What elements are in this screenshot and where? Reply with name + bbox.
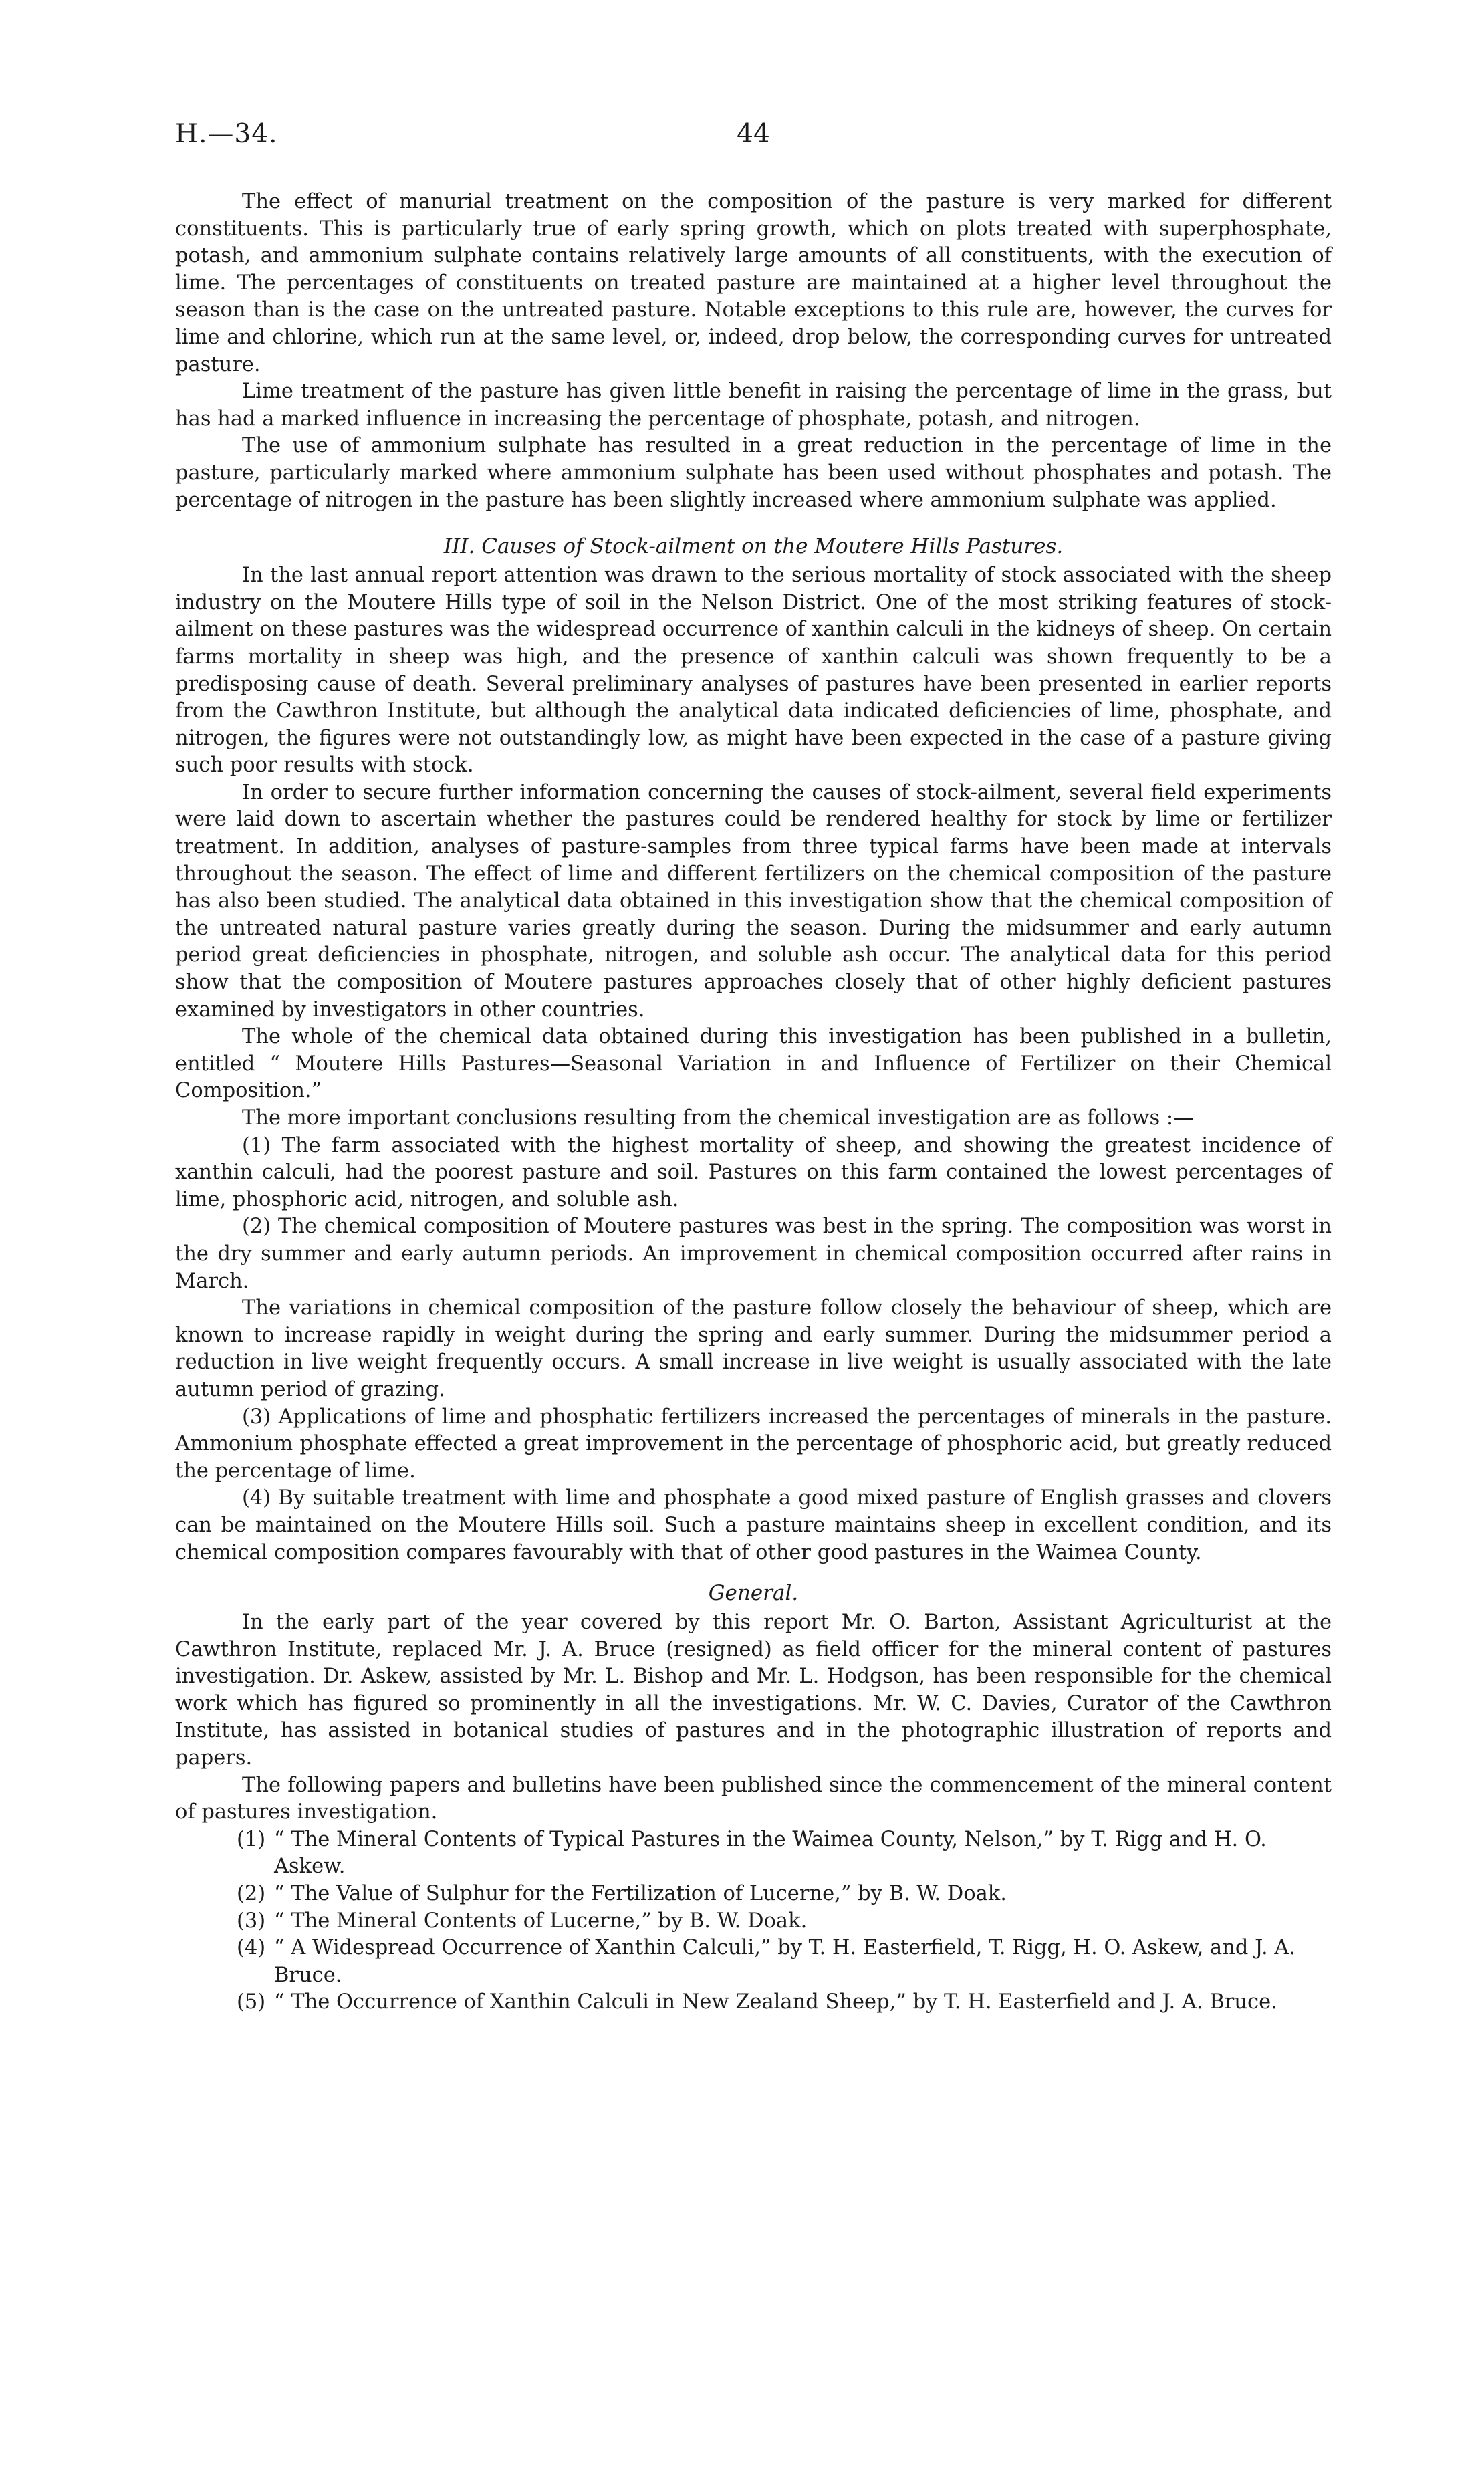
publication-item bbox=[175, 1908, 1332, 1935]
publication-text: “ The Value of Sulphur for the Fertilization of Lucerne,” by B. W. Doak. bbox=[274, 1882, 1007, 1906]
conclusion-item: (4) By suitable treatment with lime and phosphate a good mixed pasture of English grasses and clovers can be maintained on the Moutere Hills soil. Such a pasture maintains sheep in excellent condition, and its chemical composition compares favourably with that of other good pastures in the Waimea County. bbox=[175, 1486, 1332, 1564]
paragraph: Lime treatment of the pasture has given little benefit in raising the percentage of lime in the grass, but has had a marked influence in increasing the percentage of phosphate, potash, and nitrogen. bbox=[175, 380, 1332, 431]
publication-list bbox=[175, 1826, 1332, 2016]
publication-text: “ The Mineral Contents of Lucerne,” by B. W. Doak. bbox=[274, 1909, 808, 1933]
publication-number: (1) bbox=[237, 1827, 266, 1851]
page-body bbox=[175, 189, 1332, 2016]
paragraph: The more important conclusions resulting from the chemical investigation are as follows :— bbox=[242, 1106, 1194, 1130]
publication-number: (3) bbox=[237, 1909, 266, 1933]
publication-number: (2) bbox=[237, 1882, 266, 1906]
conclusion-item: (3) Applications of lime and phosphatic fertilizers increased the percentages of minerals in the pasture. Ammonium phosphate effected a great improvement in the percentage of phosphoric acid, but greatly reduced the percentage of lime. bbox=[175, 1405, 1332, 1483]
paragraph: The use of ammonium sulphate has resulted in a great reduction in the percentage of lime in the pasture, particularly marked where ammonium sulphate has been used without phosphates and potash. The percentage of nitrogen in the pasture has been slightly increased where ammonium sulphate was applied. bbox=[175, 434, 1332, 512]
publication-item bbox=[175, 1989, 1332, 2016]
publication-number: (4) bbox=[237, 1936, 266, 1960]
paragraph: The variations in chemical composition of the pasture follow closely the behaviour of sheep, which are known to increase rapidly in weight during the spring and early summer. During the midsummer period a reduction in live weight frequently occurs. A small increase in live weight is usually associated with the late autumn period of grazing. bbox=[175, 1296, 1332, 1401]
publication-text: “ The Mineral Contents of Typical Pastures in the Waimea County, Nelson,” by T. Rigg and H. O. Askew. bbox=[274, 1827, 1267, 1879]
document-reference: H.—34. bbox=[175, 119, 278, 149]
paragraph: In the early part of the year covered by this report Mr. O. Barton, Assistant Agriculturist at the Cawthron Institute, replaced Mr. J. A. Bruce (resigned) as field officer for the mineral content of pastures investigation. Dr. Askew, assisted by Mr. L. Bishop and Mr. L. Hodgson, has been responsible for the chemical work which has figured so prominently in all the investigations. Mr. W. C. Davies, Curator of the Cawthron Institute, has assisted in botanical studies of pastures and in the photographic illustration of reports and papers. bbox=[175, 1611, 1332, 1770]
paragraph: In order to secure further information concerning the causes of stock-ailment, several field experiments were laid down to ascertain whether the pastures could be rendered healthy for stock by lime or fertilizer treatment. In addition, analyses of pasture-samples from three typical farms have been made at intervals throughout the season. The effect of lime and different fertilizers on the chemical composition of the pasture has also been studied. The analytical data obtained in this investigation show that the chemical composition of the untreated natural pasture varies greatly during the season. During the midsummer and early autumn period great deficiencies in phosphate, nitrogen, and soluble ash occur. The analytical data for this period show that the composition of Moutere pastures approaches closely that of other highly deficient pastures examined by investigators in other countries. bbox=[175, 780, 1332, 1022]
paragraph: The effect of manurial treatment on the composition of the pasture is very marked for different constituents. This is particularly true of early spring growth, which on plots treated with superphosphate, potash, and ammonium sulphate contains relatively large amounts of all constituents, with the execution of lime. The percentages of constituents on treated pasture are maintained at a higher level throughout the season than is the case on the untreated pasture. Notable exceptions to this rule are, however, the curves for lime and chlorine, which run at the same level, or, indeed, drop below, the corresponding curves for untreated pasture. bbox=[175, 190, 1332, 376]
paragraph: The whole of the chemical data obtained during this investigation has been published in a bulletin, entitled “ Moutere Hills Pastures—Seasonal Variation in and Influence of Fertilizer on their Chemical Composition.” bbox=[175, 1025, 1332, 1103]
publication-item bbox=[175, 1881, 1332, 1908]
paragraph: The following papers and bulletins have been published since the commencement of the mineral content of pastures investigation. bbox=[175, 1773, 1332, 1824]
publication-text: “ The Occurrence of Xanthin Calculi in New Zealand Sheep,” by T. H. Easterfield and J. A. Bruce. bbox=[274, 1990, 1277, 2014]
publication-item bbox=[175, 1935, 1332, 1989]
conclusion-item: (1) The farm associated with the highest mortality of sheep, and showing the greatest incidence of xanthin calculi, had the poorest pasture and soil. Pastures on this farm contained the lowest percentages of lime, phosphoric acid, nitrogen, and soluble ash. bbox=[175, 1133, 1332, 1211]
paragraph: In the last annual report attention was drawn to the serious mortality of stock associated with the sheep industry on the Moutere Hills type of soil in the Nelson District. One of the most striking features of stock-ailment on these pastures was the widespread occurrence of xanthin calculi in the kidneys of sheep. On certain farms mortality in sheep was high, and the presence of xanthin calculi was shown frequently to be a predisposing cause of death. Several preliminary analyses of pastures have been presented in earlier reports from the Cawthron Institute, but although the analytical data indicated deficiencies of lime, phosphate, and nitrogen, the figures were not outstandingly low, as might have been expected in the case of a pasture giving such poor results with stock. bbox=[175, 564, 1332, 778]
publication-number: (5) bbox=[237, 1990, 266, 2014]
page-header bbox=[175, 119, 1332, 159]
subheading: General. bbox=[708, 1581, 799, 1606]
section-heading: III. Causes of Stock-ailment on the Moutere Hills Pastures. bbox=[443, 534, 1064, 559]
publication-item bbox=[175, 1826, 1332, 1881]
conclusion-item: (2) The chemical composition of Moutere pastures was best in the spring. The composition was worst in the dry summer and early autumn periods. An improvement in chemical composition occurred after rains in March. bbox=[175, 1215, 1332, 1293]
page-number: 44 bbox=[737, 119, 770, 149]
publication-text: “ A Widespread Occurrence of Xanthin Calculi,” by T. H. Easterfield, T. Rigg, H. O. Askew, and J. A. Bruce. bbox=[274, 1936, 1296, 1987]
